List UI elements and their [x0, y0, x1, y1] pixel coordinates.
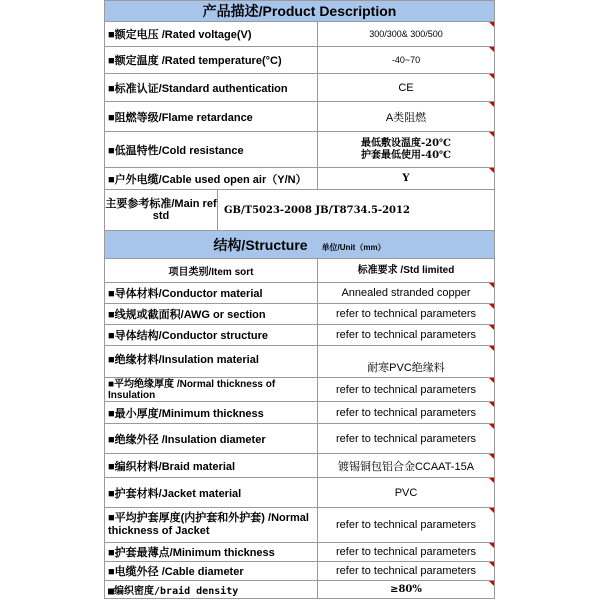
braid-material-value: 镀锡铜包铝合金CCAAT-15A: [318, 454, 495, 478]
spec-row: [105, 190, 495, 231]
table-row: [105, 378, 495, 402]
ref-std-value: GB/T5023-2008 JB/T8734.5-2012: [224, 204, 410, 216]
cold-resistance-label: ■低温特性/Cold resistance: [105, 132, 318, 168]
conductor-structure-label: ■导体结构/Conductor structure: [105, 325, 318, 346]
product-description-header: [105, 1, 495, 22]
awg-section-value: refer to technical parameters: [318, 304, 495, 325]
table-row: [105, 304, 495, 325]
spec-row: [105, 22, 495, 47]
insulation-thickness-label: ■平均绝缘厚度 /Normal thickness of Insulation: [105, 378, 318, 402]
table-row: [105, 562, 495, 581]
table-row: [105, 478, 495, 508]
structure-title: 结构/Structure: [213, 236, 308, 253]
product-title: 产品描述/Product Description: [202, 3, 397, 19]
col-std-limited: 标准要求 /Std limited: [318, 259, 495, 283]
spec-row: [105, 102, 495, 132]
insulation-thickness-value: refer to technical parameters: [318, 378, 495, 402]
table-row: [105, 454, 495, 478]
conductor-structure-value: refer to technical parameters: [318, 325, 495, 346]
rated-temperature-value: -40~70: [318, 47, 495, 74]
open-air-label: ■户外电缆/Cable used open air（Y/N）: [105, 168, 318, 190]
spec-row: [105, 74, 495, 102]
spec-table: [104, 0, 495, 599]
braid-density-label: ■编织密度/braid density: [105, 581, 318, 599]
jacket-thickness-value: refer to technical parameters: [318, 508, 495, 543]
jacket-material-value: PVC: [318, 478, 495, 508]
flame-retardance-label: ■阻燃等级/Flame retardance: [105, 102, 318, 132]
insulation-material-value: 耐寒PVC绝缘料: [318, 346, 495, 378]
spec-row: [105, 132, 495, 168]
awg-section-label: ■线规或截面积/AWG or section: [105, 304, 318, 325]
spec-row: [105, 47, 495, 74]
open-air-value: Y: [318, 168, 495, 190]
table-row: [105, 346, 495, 378]
cable-diameter-label: ■电缆外径 /Cable diameter: [105, 562, 318, 581]
table-row: [105, 424, 495, 454]
table-row: [105, 543, 495, 562]
ref-std-label: 主要参考标准/Main ref std: [105, 190, 218, 230]
jacket-thickness-label: ■平均护套厚度(内护套和外护套) /Normal thickness of Jacket: [105, 508, 318, 543]
flame-retardance-value: A类阻燃: [318, 102, 495, 132]
jacket-material-label: ■护套材料/Jacket material: [105, 478, 318, 508]
rated-voltage-label: ■额定电压 /Rated voltage(V): [105, 22, 318, 47]
braid-density-value: ≥80%: [318, 581, 495, 599]
jacket-min-thickness-value: refer to technical parameters: [318, 543, 495, 562]
table-row: [105, 508, 495, 543]
ref-std-row: [105, 190, 495, 231]
structure-column-header: [105, 259, 495, 283]
cold-resistance-jacket: 护套最低使用-40℃: [360, 149, 452, 161]
conductor-material-value: Annealed stranded copper: [318, 283, 495, 304]
cold-resistance-laying: 最低敷设温度-20℃: [360, 137, 452, 149]
structure-unit: 单位/Unit（mm）: [321, 242, 386, 252]
standard-authentication-label: ■标准认证/Standard authentication: [105, 74, 318, 102]
spec-row: [105, 168, 495, 190]
insulation-diameter-value: refer to technical parameters: [318, 424, 495, 454]
table-row: [105, 581, 495, 599]
table-row: [105, 283, 495, 304]
cold-resistance-value: [318, 132, 495, 168]
conductor-material-label: ■导体材料/Conductor material: [105, 283, 318, 304]
insulation-min-thickness-label: ■最小厚度/Minimum thickness: [105, 402, 318, 424]
insulation-material-label: ■绝缘材料/Insulation material: [105, 346, 318, 378]
standard-authentication-value: CE: [318, 74, 495, 102]
rated-temperature-label: ■额定温度 /Rated temperature(°C): [105, 47, 318, 74]
spec-sheet: [104, 0, 494, 600]
insulation-diameter-label: ■绝缘外径 /Insulation diameter: [105, 424, 318, 454]
jacket-min-thickness-label: ■护套最薄点/Minimum thickness: [105, 543, 318, 562]
cable-diameter-value: refer to technical parameters: [318, 562, 495, 581]
braid-material-label: ■编织材料/Braid material: [105, 454, 318, 478]
col-item-sort: 项目类别/Item sort: [105, 259, 318, 283]
structure-header: [105, 231, 495, 259]
table-row: [105, 402, 495, 424]
table-row: [105, 325, 495, 346]
rated-voltage-value: 300/300& 300/500: [318, 22, 495, 47]
insulation-min-thickness-value: refer to technical parameters: [318, 402, 495, 424]
